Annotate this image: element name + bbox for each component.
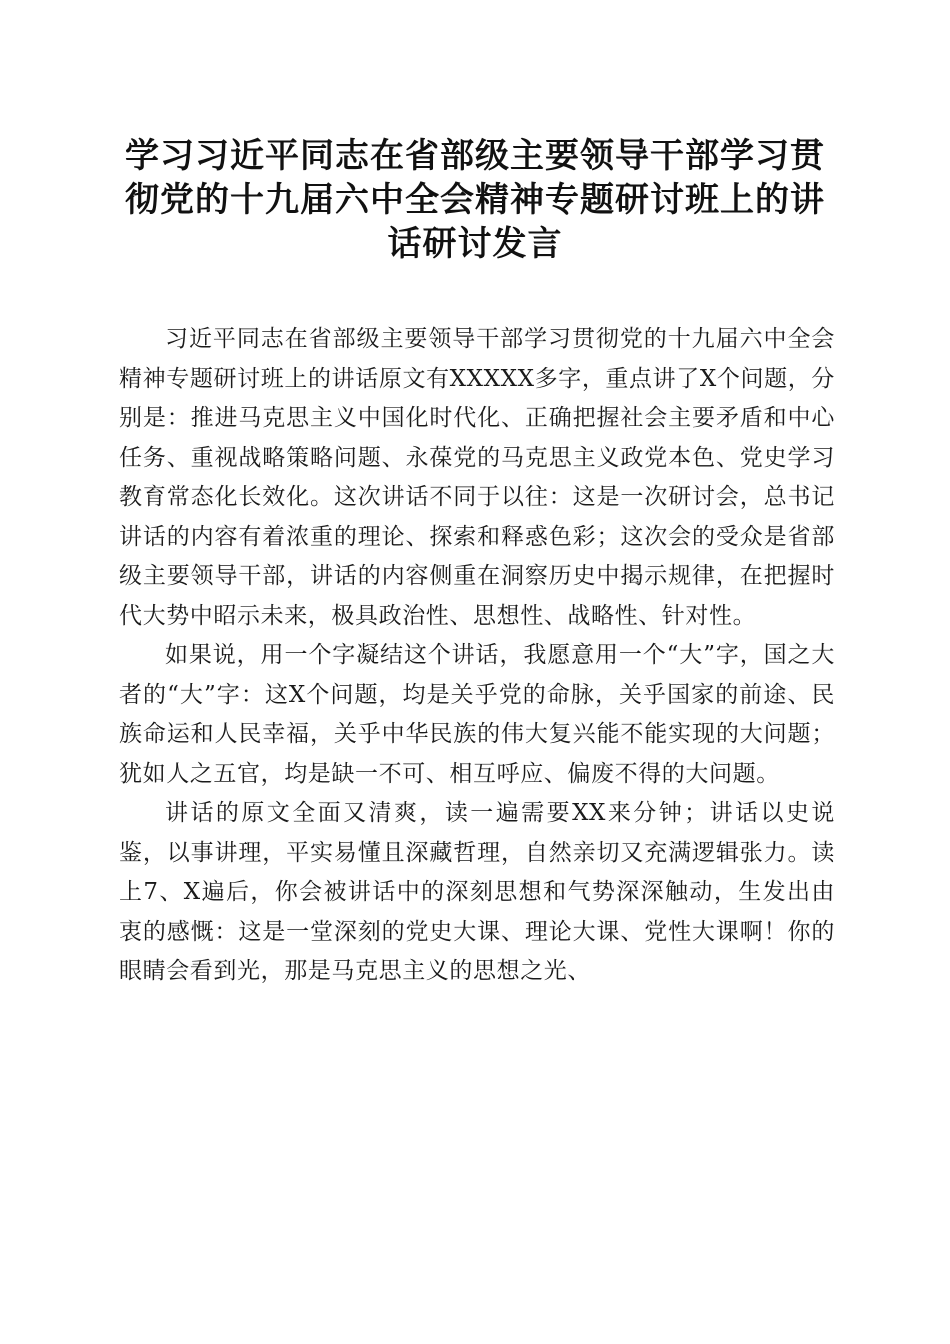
paragraph-2: 如果说，用一个字凝结这个讲话，我愿意用一个“大”字，国之大者的“大”字：这X个问题，均是关乎党的命脉，关乎国家的前途、民族命运和人民幸福，关乎中华民族的伟大复兴能不能实现的大问题；犹如人之五官，均是缺一不可、相互呼应、偏废不得的大问题。	[119, 642, 835, 787]
document-body	[119, 320, 835, 992]
paragraph-3: 讲话的原文全面又清爽，读一遍需要XX来分钟；讲话以史说鉴，以事讲理，平实易懂且深藏哲理，自然亲切又充满逻辑张力。读上7、X遍后，你会被讲话中的深刻思想和气势深深触动，生发出由衷的感慨：这是一堂深刻的党史大课、理论大课、党性大课啊！你的眼睛会看到光，那是马克思主义的思想之光、	[119, 800, 835, 984]
document-title: 学习习近平同志在省部级主要领导干部学习贯彻党的十九届六中全会精神专题研讨班上的讲话研讨发言	[125, 136, 825, 264]
paragraph-1: 习近平同志在省部级主要领导干部学习贯彻党的十九届六中全会精神专题研讨班上的讲话原文有XXXXX多字，重点讲了X个问题，分别是：推进马克思主义中国化时代化、正确把握社会主要矛盾和中心任务、重视战略策略问题、永葆党的马克思主义政党本色、党史学习教育常态化长效化。这次讲话不同于以往：这是一次研讨会，总书记讲话的内容有着浓重的理论、探索和释惑色彩；这次会的受众是省部级主要领导干部，讲话的内容侧重在洞察历史中揭示规律，在把握时代大势中昭示未来，极具政治性、思想性、战略性、针对性。	[119, 326, 835, 629]
